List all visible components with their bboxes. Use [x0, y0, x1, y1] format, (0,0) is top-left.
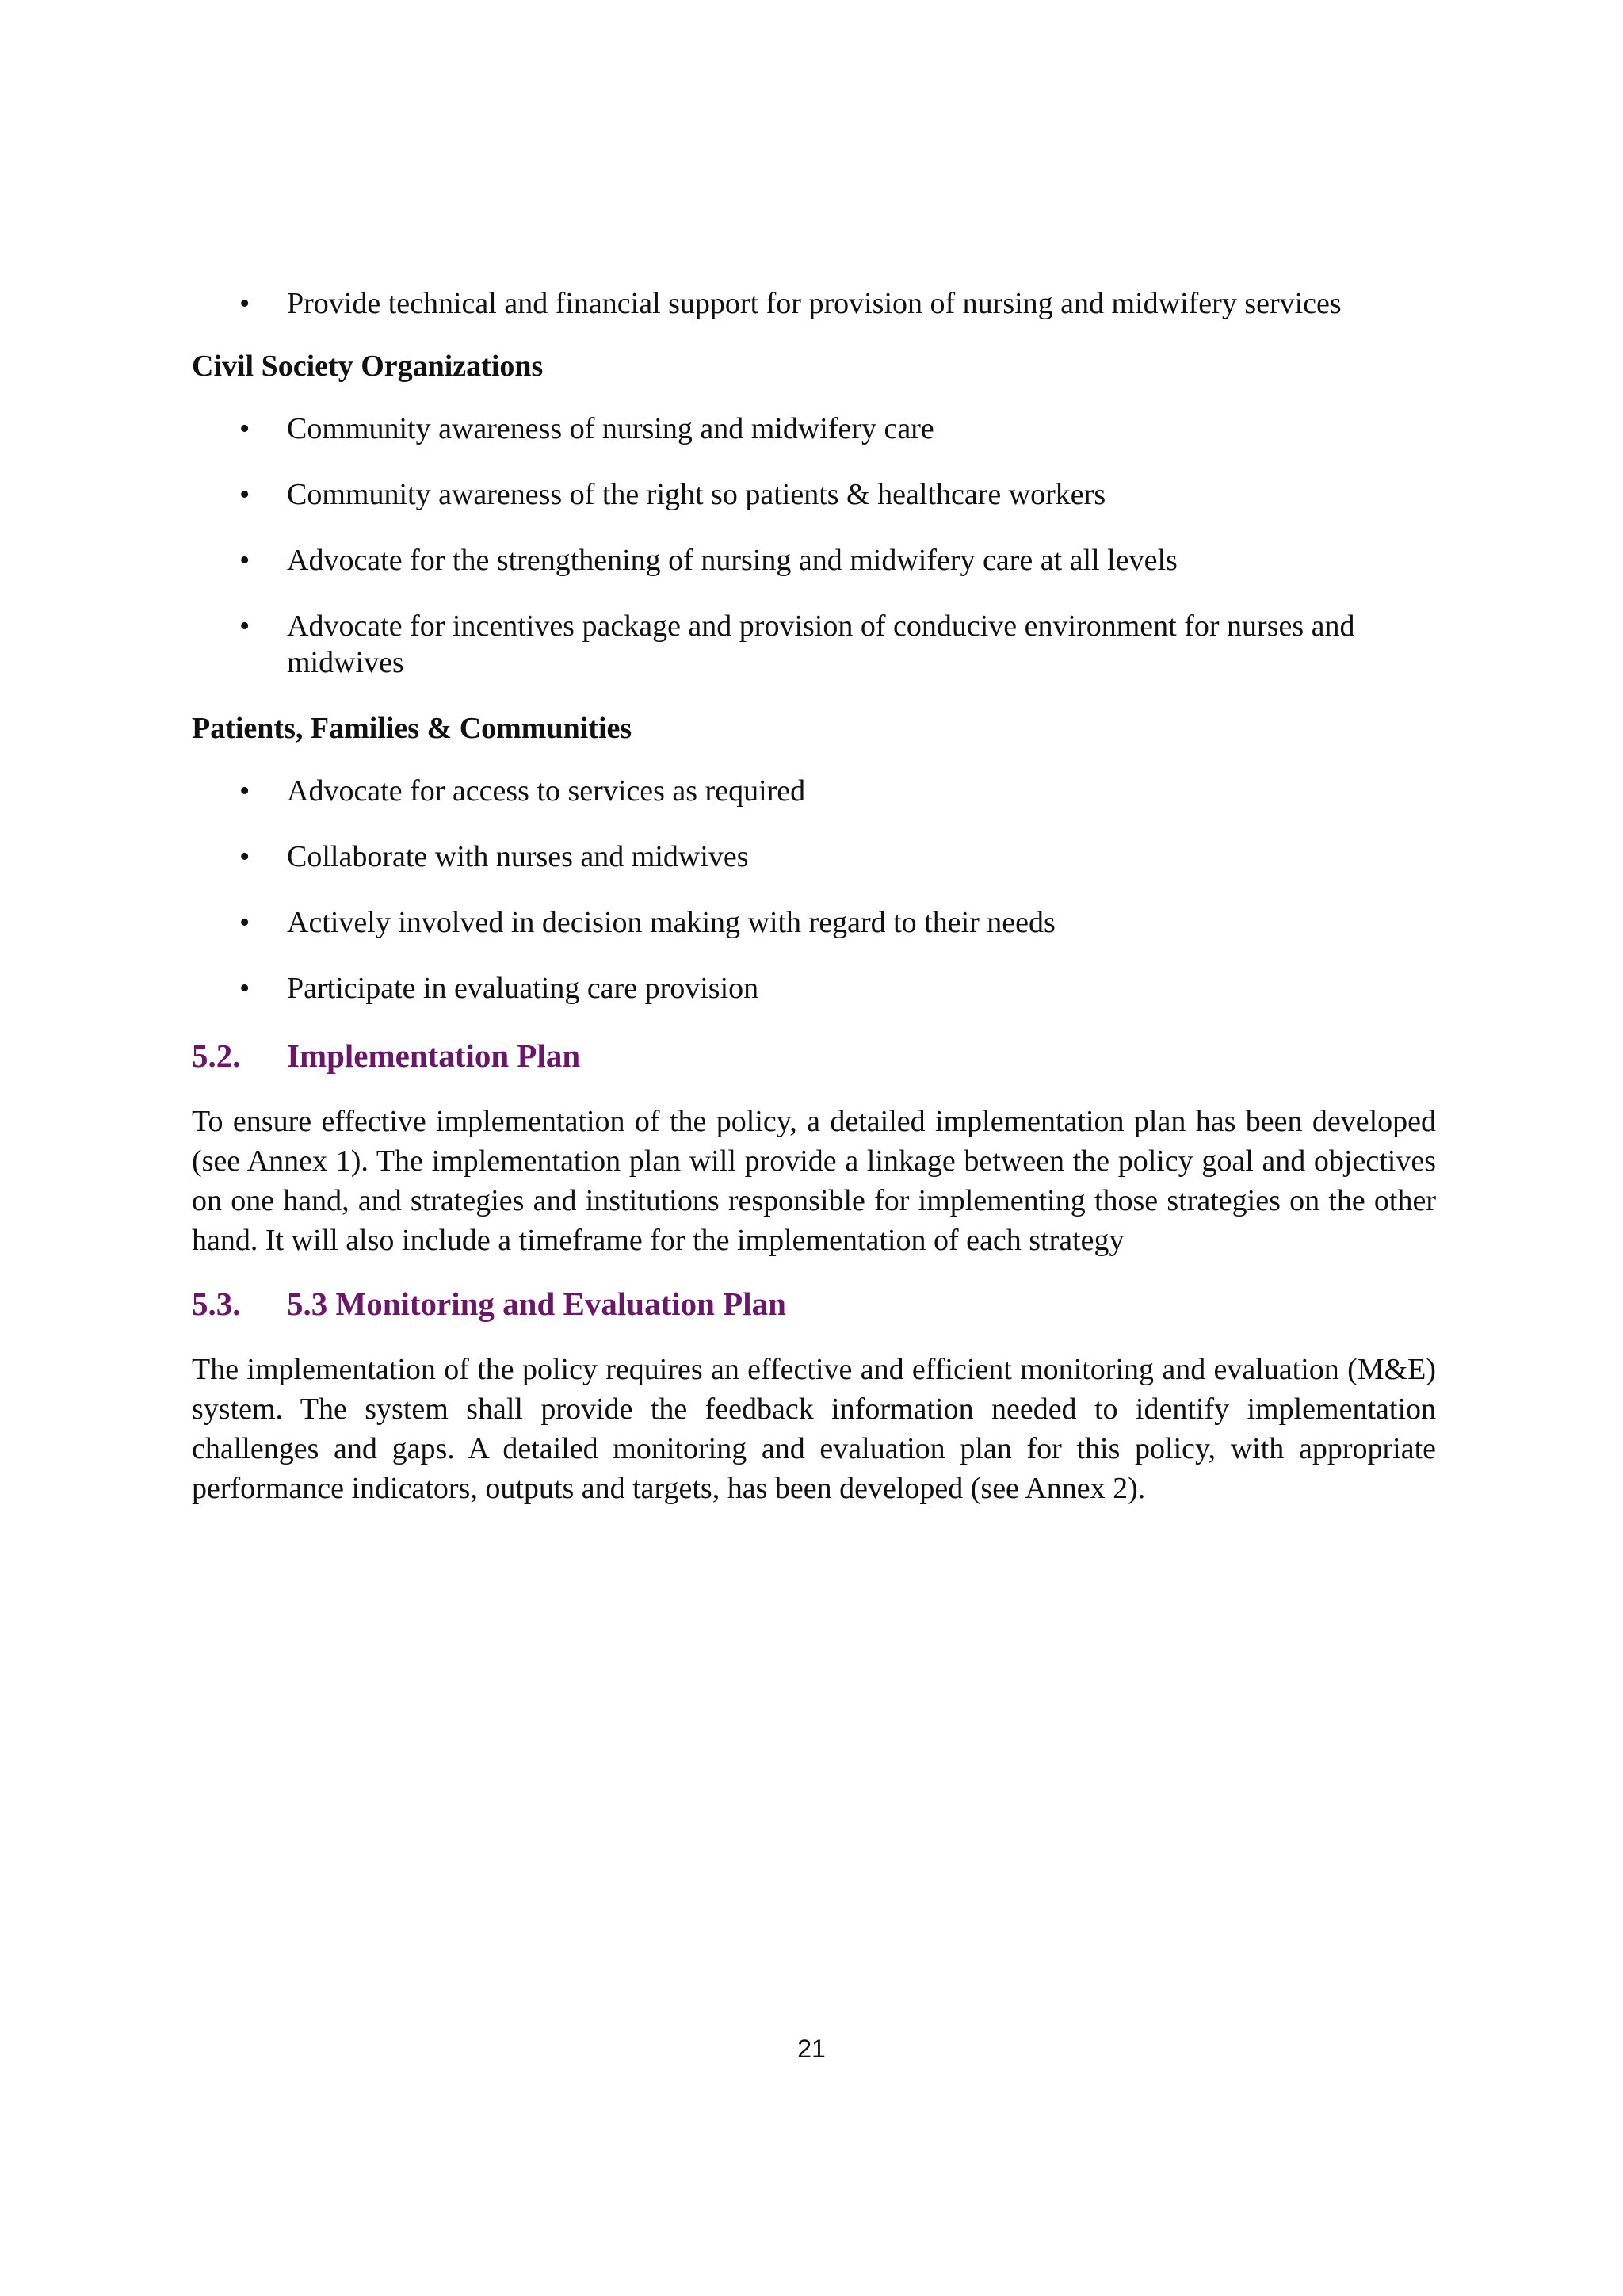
list-item-text: Community awareness of the right so patients & healthcare workers	[287, 478, 1106, 511]
section-title: Implementation Plan	[287, 1037, 581, 1074]
list-item	[192, 608, 1436, 681]
list-item	[192, 476, 1436, 513]
monitoring-evaluation-paragraph: The implementation of the policy requires an effective and efficient monitoring and evaluation (M&E) system. The system shall provide the feedback information needed to identify implementation challenges and gaps. A detailed monitoring and evaluation plan for this policy, with appropriate performance indicators, outputs and targets, has been developed (see Annex 2).	[192, 1353, 1436, 1505]
section-number: 5.3.	[192, 1286, 241, 1322]
list-item-text: Collaborate with nurses and midwives	[287, 840, 749, 873]
section-title: 5.3 Monitoring and Evaluation Plan	[287, 1286, 786, 1322]
list-item	[192, 773, 1436, 809]
list-item	[192, 904, 1436, 941]
list-item	[192, 970, 1436, 1007]
civil-society-list	[192, 411, 1436, 681]
bullet-icon: •	[239, 609, 250, 643]
list-item-text: Advocate for the strengthening of nursing and midwifery care at all levels	[287, 544, 1178, 577]
bullet-icon: •	[239, 906, 250, 939]
list-item	[192, 285, 1436, 322]
section-number: 5.2.	[192, 1037, 241, 1074]
bullet-icon: •	[239, 412, 250, 445]
list-item-text: Advocate for incentives package and provision of conducive environment for nurses and midwives	[287, 609, 1355, 679]
list-item	[192, 839, 1436, 875]
intro-bullet-list	[192, 285, 1436, 322]
implementation-plan-heading	[192, 1036, 1436, 1075]
list-item-text: Actively involved in decision making with regard to their needs	[287, 906, 1056, 939]
monitoring-evaluation-heading	[192, 1284, 1436, 1324]
bullet-icon: •	[239, 544, 250, 577]
patients-list	[192, 773, 1436, 1007]
civil-society-heading: Civil Society Organizations	[192, 350, 544, 383]
bullet-icon: •	[239, 972, 250, 1005]
list-item	[192, 542, 1436, 579]
page-number: 21	[797, 2034, 826, 2063]
bullet-icon: •	[239, 774, 250, 808]
patients-heading: Patients, Families & Communities	[192, 712, 632, 745]
list-item	[192, 411, 1436, 447]
bullet-icon: •	[239, 287, 250, 320]
page-content	[192, 285, 1436, 1532]
bullet-icon: •	[239, 840, 250, 873]
list-item-text: Participate in evaluating care provision	[287, 972, 759, 1005]
list-item-text: Advocate for access to services as required	[287, 774, 806, 808]
implementation-plan-paragraph: To ensure effective implementation of the policy, a detailed implementation plan has been developed (see Annex 1). The implementation plan will provide a linkage between the policy goal and objectives on one hand, and strategies and institutions responsible for implementing those strategies on the other hand. It will also include a timeframe for the implementation of each strategy	[192, 1105, 1436, 1257]
list-item-text: Provide technical and financial support for provision of nursing and midwifery services	[287, 287, 1342, 320]
bullet-icon: •	[239, 478, 250, 511]
list-item-text: Community awareness of nursing and midwifery care	[287, 412, 934, 445]
